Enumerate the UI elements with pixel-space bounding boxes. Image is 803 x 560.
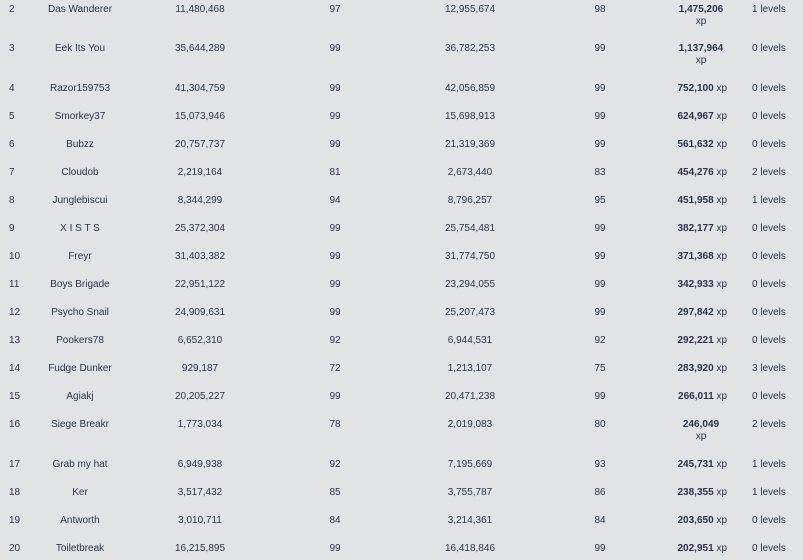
xp-unit: xp — [716, 111, 727, 122]
xp-gained-cell — [666, 4, 736, 28]
end-xp-cell: 2,673,440 — [447, 167, 493, 178]
levels-gained-cell: 2 levels — [752, 167, 786, 178]
rank-cell: 7 — [9, 167, 15, 178]
xp-unit: xp — [695, 16, 707, 27]
xp-gained-cell — [640, 111, 727, 123]
start-xp-cell: 35,644,289 — [174, 43, 226, 54]
levels-gained-cell: 2 levels — [752, 419, 786, 430]
player-name-cell[interactable]: Toiletbreak — [55, 543, 105, 554]
rank-cell: 8 — [9, 195, 15, 206]
end-level-cell: 99 — [594, 391, 606, 402]
player-name-cell[interactable]: Ker — [72, 487, 88, 498]
player-name-cell[interactable]: X I S T S — [60, 223, 100, 234]
start-xp-cell: 3,010,711 — [178, 515, 222, 526]
xp-gained-cell — [666, 43, 736, 67]
end-xp-cell: 25,754,481 — [444, 223, 496, 234]
player-name-cell[interactable]: Boys Brigade — [50, 279, 110, 290]
player-name-cell[interactable]: Bubzz — [66, 139, 94, 150]
start-level-cell: 99 — [329, 139, 341, 150]
xp-gained-value: 203,650 — [677, 515, 714, 526]
xp-gained-cell — [640, 363, 727, 375]
end-xp-cell: 3,214,361 — [447, 515, 493, 526]
start-xp-cell: 20,757,737 — [174, 139, 226, 150]
xp-unit: xp — [716, 335, 727, 346]
levels-gained-cell: 0 levels — [752, 279, 786, 290]
rank-cell: 15 — [9, 391, 21, 402]
rank-cell: 6 — [9, 139, 15, 150]
end-xp-cell: 20,471,238 — [444, 391, 496, 402]
xp-unit: xp — [716, 459, 727, 470]
end-level-cell: 99 — [594, 543, 606, 554]
xp-gained-cell — [640, 459, 727, 471]
end-xp-cell: 6,944,531 — [447, 335, 493, 346]
start-xp-cell: 1,773,034 — [177, 419, 223, 430]
player-name-cell[interactable]: Das Wanderer — [47, 4, 113, 15]
start-level-cell: 92 — [329, 459, 341, 470]
end-xp-cell: 7,195,669 — [447, 459, 493, 470]
xp-gained-value: 371,368 — [677, 251, 714, 262]
start-level-cell: 78 — [329, 419, 341, 430]
end-level-cell: 99 — [594, 43, 606, 54]
player-name-cell[interactable]: Psycho Snail — [51, 307, 109, 318]
xp-gained-value: 297,842 — [677, 307, 714, 318]
start-level-cell: 99 — [329, 543, 341, 554]
xp-unit: xp — [716, 83, 727, 94]
end-xp-cell: 36,782,253 — [444, 43, 496, 54]
end-level-cell: 84 — [594, 515, 606, 526]
xp-gained-cell — [640, 335, 727, 347]
start-xp-cell: 6,652,310 — [177, 335, 223, 346]
player-name-cell[interactable]: Antworth — [60, 515, 100, 526]
end-level-cell: 99 — [594, 139, 606, 150]
player-name-cell[interactable]: Junglebiscui — [52, 195, 108, 206]
start-level-cell: 99 — [329, 251, 341, 262]
end-xp-cell: 21,319,369 — [444, 139, 496, 150]
start-xp-cell: 6,949,938 — [177, 459, 223, 470]
end-xp-cell: 2,019,083 — [447, 419, 493, 430]
rank-cell: 14 — [9, 363, 21, 374]
xp-gained-cell — [640, 279, 727, 291]
player-name-cell[interactable]: Freyr — [68, 251, 92, 262]
start-level-cell: 94 — [329, 195, 341, 206]
levels-gained-cell: 0 levels — [752, 515, 786, 526]
xp-gained-cell — [640, 223, 727, 235]
end-xp-cell: 3,755,787 — [447, 487, 493, 498]
xp-gained-cell — [640, 195, 727, 207]
start-level-cell: 99 — [329, 307, 341, 318]
end-level-cell: 93 — [594, 459, 606, 470]
xp-gained-value: 561,632 — [677, 139, 714, 150]
xp-gained-value: 246,049 — [682, 419, 720, 430]
levels-gained-cell: 0 levels — [752, 83, 786, 94]
xp-gained-cell — [640, 391, 727, 403]
levels-gained-cell: 0 levels — [752, 543, 786, 554]
start-level-cell: 85 — [329, 487, 341, 498]
end-level-cell: 99 — [594, 279, 606, 290]
end-xp-cell: 16,418,846 — [444, 543, 496, 554]
player-name-cell[interactable]: Fudge Dunker — [48, 363, 112, 374]
xp-unit: xp — [716, 515, 727, 526]
player-name-cell[interactable]: Razor159753 — [49, 83, 111, 94]
start-level-cell: 72 — [329, 363, 341, 374]
end-xp-cell: 23,294,055 — [444, 279, 496, 290]
start-xp-cell: 16,215,895 — [174, 543, 226, 554]
xp-unit: xp — [716, 195, 727, 206]
rank-cell: 19 — [9, 515, 21, 526]
start-xp-cell: 24,909,631 — [174, 307, 226, 318]
start-xp-cell: 8,344,299 — [177, 195, 223, 206]
start-level-cell: 99 — [329, 83, 341, 94]
start-xp-cell: 929,187 — [181, 363, 219, 374]
start-xp-cell: 2,219,164 — [177, 167, 223, 178]
xp-unit: xp — [716, 139, 727, 150]
player-name-cell[interactable]: Pookers78 — [56, 335, 104, 346]
start-level-cell: 97 — [329, 4, 341, 15]
rank-cell: 3 — [9, 43, 15, 54]
rank-cell: 12 — [9, 307, 21, 318]
start-level-cell: 84 — [329, 515, 341, 526]
xp-unit: xp — [716, 167, 727, 178]
end-level-cell: 99 — [594, 223, 606, 234]
end-xp-cell: 31,774,750 — [444, 251, 496, 262]
xp-gained-value: 238,355 — [677, 487, 714, 498]
xp-gained-value: 1,137,964 — [678, 43, 724, 54]
end-xp-cell: 12,955,674 — [444, 4, 496, 15]
start-xp-cell: 41,304,759 — [174, 83, 226, 94]
xp-unit: xp — [695, 55, 707, 66]
rank-cell: 20 — [9, 543, 21, 554]
end-level-cell: 86 — [594, 487, 606, 498]
xp-gained-value: 292,221 — [677, 335, 714, 346]
end-xp-cell: 15,698,913 — [444, 111, 496, 122]
xp-gained-cell — [640, 487, 727, 499]
rank-cell: 13 — [9, 335, 21, 346]
end-xp-cell: 42,056,859 — [444, 83, 496, 94]
rank-cell: 5 — [9, 111, 15, 122]
levels-gained-cell: 1 levels — [752, 4, 786, 15]
xp-gained-cell — [640, 167, 727, 179]
xp-gained-value: 245,731 — [677, 459, 714, 470]
xp-gained-value: 1,475,206 — [678, 4, 724, 15]
end-level-cell: 99 — [594, 251, 606, 262]
player-name-cell[interactable]: Smorkey37 — [54, 111, 106, 122]
levels-gained-cell: 0 levels — [752, 139, 786, 150]
levels-gained-cell: 0 levels — [752, 251, 786, 262]
end-level-cell: 92 — [594, 335, 606, 346]
xp-gained-value: 752,100 — [677, 83, 714, 94]
start-xp-cell: 22,951,122 — [174, 279, 226, 290]
player-name-cell[interactable]: Siege Breakr — [51, 419, 109, 430]
xp-gained-value: 454,276 — [677, 167, 714, 178]
xp-gained-cell — [640, 307, 727, 319]
start-xp-cell: 20,205,227 — [174, 391, 226, 402]
start-xp-cell: 25,372,304 — [174, 223, 226, 234]
levels-gained-cell: 1 levels — [752, 459, 786, 470]
xp-gained-cell — [640, 543, 727, 555]
end-level-cell: 80 — [594, 419, 606, 430]
levels-gained-cell: 0 levels — [752, 391, 786, 402]
start-level-cell: 92 — [329, 335, 341, 346]
xp-gained-value: 342,933 — [677, 279, 714, 290]
xp-unit: xp — [695, 431, 707, 442]
levels-gained-cell: 0 levels — [752, 335, 786, 346]
rank-cell: 11 — [9, 279, 20, 290]
start-level-cell: 99 — [329, 43, 341, 54]
rank-cell: 2 — [9, 4, 15, 15]
xp-gained-value: 624,967 — [677, 111, 714, 122]
player-name-cell[interactable]: Eek Its You — [54, 43, 106, 54]
rank-cell: 17 — [9, 459, 21, 470]
end-level-cell: 99 — [594, 83, 606, 94]
player-name-cell[interactable]: Grab my hat — [52, 459, 108, 470]
xp-gained-cell — [666, 419, 736, 443]
levels-gained-cell: 0 levels — [752, 111, 786, 122]
xp-gained-cell — [640, 515, 727, 527]
levels-gained-cell: 0 levels — [752, 43, 786, 54]
end-level-cell: 83 — [594, 167, 606, 178]
start-xp-cell: 31,403,382 — [174, 251, 226, 262]
rank-cell: 9 — [9, 223, 15, 234]
player-name-cell[interactable]: Cloudob — [61, 167, 99, 178]
end-xp-cell: 8,796,257 — [447, 195, 493, 206]
xp-gained-cell — [640, 83, 727, 95]
xp-gained-value: 202,951 — [677, 543, 714, 554]
end-xp-cell: 25,207,473 — [444, 307, 496, 318]
xp-unit: xp — [716, 223, 727, 234]
xp-unit: xp — [716, 363, 727, 374]
xp-unit: xp — [716, 543, 727, 554]
xp-unit: xp — [716, 251, 727, 262]
player-name-cell[interactable]: Agiakj — [66, 391, 94, 402]
end-level-cell: 99 — [594, 111, 606, 122]
end-level-cell: 95 — [594, 195, 606, 206]
xp-gained-value: 451,958 — [677, 195, 714, 206]
xp-unit: xp — [716, 391, 727, 402]
rank-cell: 18 — [9, 487, 21, 498]
start-xp-cell: 3,517,432 — [177, 487, 223, 498]
rank-cell: 4 — [9, 83, 15, 94]
levels-gained-cell: 0 levels — [752, 307, 786, 318]
xp-gained-cell — [640, 139, 727, 151]
start-level-cell: 99 — [329, 391, 341, 402]
end-level-cell: 98 — [594, 4, 606, 15]
xp-unit: xp — [716, 279, 727, 290]
xp-unit: xp — [716, 487, 727, 498]
xp-gained-cell — [640, 251, 727, 263]
start-xp-cell: 15,073,946 — [174, 111, 226, 122]
start-level-cell: 99 — [329, 111, 341, 122]
xp-gained-value: 283,920 — [677, 363, 714, 374]
levels-gained-cell: 1 levels — [752, 195, 786, 206]
end-xp-cell: 1,213,107 — [447, 363, 493, 374]
start-xp-cell: 11,480,468 — [175, 4, 225, 15]
end-level-cell: 75 — [594, 363, 606, 374]
end-level-cell: 99 — [594, 307, 606, 318]
xp-gained-value: 382,177 — [677, 223, 714, 234]
rank-cell: 16 — [9, 419, 21, 430]
levels-gained-cell: 1 levels — [752, 487, 786, 498]
levels-gained-cell: 3 levels — [752, 363, 786, 374]
levels-gained-cell: 0 levels — [752, 223, 786, 234]
start-level-cell: 99 — [329, 279, 341, 290]
start-level-cell: 99 — [329, 223, 341, 234]
xp-gained-value: 266,011 — [678, 391, 714, 402]
rank-cell: 10 — [9, 251, 21, 262]
start-level-cell: 81 — [329, 167, 341, 178]
xp-unit: xp — [716, 307, 727, 318]
